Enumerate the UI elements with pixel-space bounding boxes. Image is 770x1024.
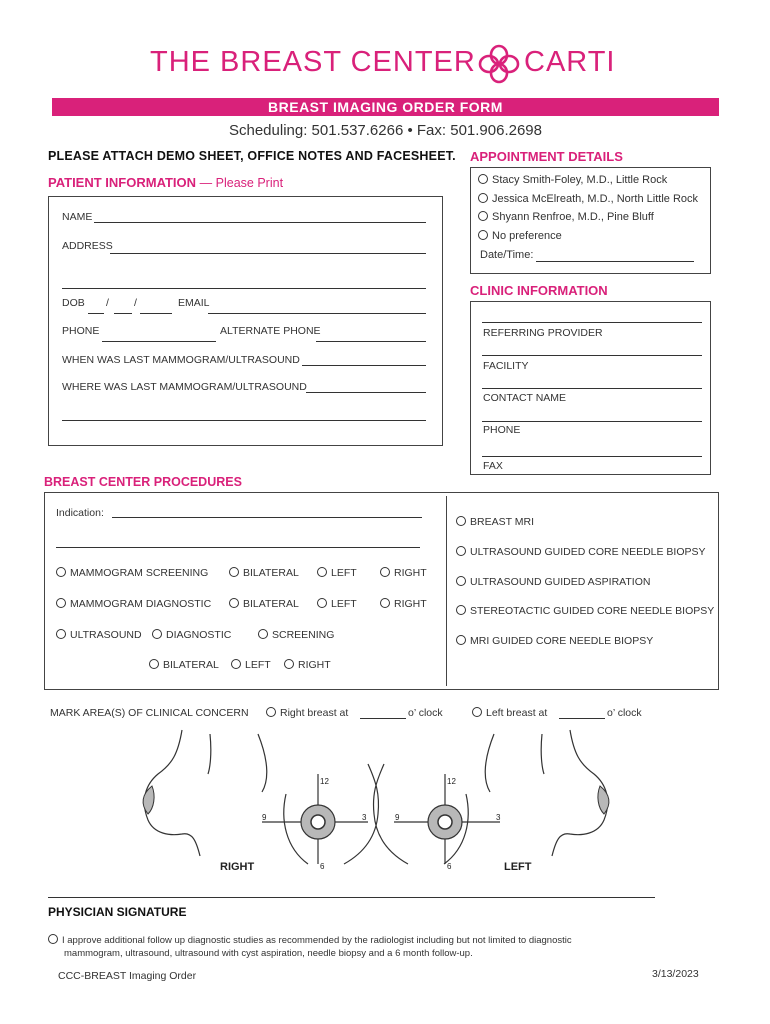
radio-icon[interactable] xyxy=(229,598,239,608)
procedures-box xyxy=(44,492,719,690)
clinic-phone-field[interactable] xyxy=(482,421,702,422)
us-bilateral-option[interactable]: BILATERAL xyxy=(149,659,219,671)
diagnostic-right-option[interactable]: RIGHT xyxy=(380,598,427,610)
right-profile-back xyxy=(208,734,211,774)
radio-icon[interactable] xyxy=(478,230,488,240)
radio-icon[interactable] xyxy=(478,174,488,184)
us-left-option[interactable]: LEFT xyxy=(231,659,271,671)
signature-heading: PHYSICIAN SIGNATURE xyxy=(48,905,187,919)
mammogram-diagnostic-option[interactable]: MAMMOGRAM DIAGNOSTIC xyxy=(56,598,211,610)
breast-mri-option[interactable]: BREAST MRI xyxy=(456,516,534,528)
screening-left-option[interactable]: LEFT xyxy=(317,567,357,579)
radio-icon[interactable] xyxy=(478,211,488,221)
datetime-label: Date/Time: xyxy=(480,249,534,261)
radio-icon[interactable] xyxy=(317,567,327,577)
us-diagnostic-option[interactable]: DIAGNOSTIC xyxy=(152,629,231,641)
approval-statement[interactable]: I approve additional follow up diagnostic studies as recommended by the radiologist including but not limited to diagnostic mammogram, ultrasound, ultrasound with cyst aspiration, needle biopsy and a 6 month follow-up. xyxy=(48,934,688,960)
right-profile-back2 xyxy=(258,734,267,792)
radio-icon[interactable] xyxy=(380,567,390,577)
screening-bilateral-option[interactable]: BILATERAL xyxy=(229,567,299,579)
radio-icon[interactable] xyxy=(456,605,466,615)
form-title: BREAST IMAGING ORDER FORM xyxy=(52,98,719,116)
left-profile-back xyxy=(541,734,544,774)
right-profile-nipple xyxy=(143,786,154,814)
email-field[interactable] xyxy=(208,313,426,314)
dob-label: DOB xyxy=(62,297,85,309)
us-right-option[interactable]: RIGHT xyxy=(284,659,331,671)
indication-field-line2[interactable] xyxy=(56,547,420,548)
patient-info-box xyxy=(48,196,443,446)
radio-icon[interactable] xyxy=(229,567,239,577)
last-where-field[interactable] xyxy=(306,392,426,393)
left-profile-back2 xyxy=(485,734,494,792)
footer-form-id: CCC-BREAST Imaging Order xyxy=(58,970,197,982)
right-breast-option[interactable]: Right breast at xyxy=(266,707,348,719)
dob-month-field[interactable] xyxy=(88,313,104,314)
footer-date: 3/13/2023 xyxy=(652,968,699,980)
dob-sep-2: / xyxy=(134,297,137,309)
radio-icon[interactable] xyxy=(456,576,466,586)
radio-icon[interactable] xyxy=(456,635,466,645)
right-clock-12: 12 xyxy=(320,777,329,786)
left-nipple xyxy=(438,815,452,829)
address-label: ADDRESS xyxy=(62,240,113,252)
alt-phone-label: ALTERNATE PHONE xyxy=(220,325,321,337)
concern-label: MARK AREA(S) OF CLINICAL CONCERN xyxy=(50,707,249,719)
clinic-phone-label: PHONE xyxy=(483,424,521,436)
radio-icon[interactable] xyxy=(478,193,488,203)
procedures-divider xyxy=(446,496,447,686)
email-label: EMAIL xyxy=(178,297,210,309)
signature-field[interactable] xyxy=(48,897,655,898)
radio-icon[interactable] xyxy=(456,516,466,526)
facility-label: FACILITY xyxy=(483,360,529,372)
screening-right-option[interactable]: RIGHT xyxy=(380,567,427,579)
attach-note: PLEASE ATTACH DEMO SHEET, OFFICE NOTES AND FACESHEET. xyxy=(48,149,456,163)
referring-provider-field[interactable] xyxy=(482,322,702,323)
right-diagram-label: RIGHT xyxy=(220,861,255,873)
diagnostic-left-option[interactable]: LEFT xyxy=(317,598,357,610)
scheduling-line: Scheduling: 501.537.6266 • Fax: 501.906.2698 xyxy=(228,122,542,139)
left-clock-6: 6 xyxy=(447,862,452,871)
radio-icon[interactable] xyxy=(266,707,276,717)
appt-option-no-preference[interactable]: No preference xyxy=(478,230,562,242)
brand-name: THE BREAST CENTER xyxy=(150,46,476,78)
left-clock-9: 9 xyxy=(395,813,400,822)
left-profile-nipple xyxy=(598,786,609,814)
right-oclock-field[interactable] xyxy=(360,718,406,719)
address-field-line2[interactable] xyxy=(62,288,426,289)
right-clock-3: 3 xyxy=(362,813,367,822)
clinic-heading: CLINIC INFORMATION xyxy=(470,283,608,298)
indication-label: Indication: xyxy=(56,507,104,519)
alt-phone-field[interactable] xyxy=(316,341,426,342)
facility-field[interactable] xyxy=(482,355,702,356)
radio-icon[interactable] xyxy=(149,659,159,669)
dob-day-field[interactable] xyxy=(114,313,132,314)
fax-label: FAX xyxy=(483,460,503,472)
mammogram-screening-option[interactable]: MAMMOGRAM SCREENING xyxy=(56,567,208,579)
stereotactic-biopsy-option[interactable]: STEREOTACTIC GUIDED CORE NEEDLE BIOPSY xyxy=(456,605,714,617)
procedures-heading: BREAST CENTER PROCEDURES xyxy=(44,475,242,489)
us-screening-option[interactable]: SCREENING xyxy=(258,629,334,641)
address-field[interactable] xyxy=(110,253,426,254)
radio-icon[interactable] xyxy=(380,598,390,608)
torso-right-side xyxy=(373,764,408,864)
phone-label: PHONE xyxy=(62,325,100,337)
breast-diagram[interactable] xyxy=(130,724,650,884)
indication-field[interactable] xyxy=(112,517,422,518)
right-nipple xyxy=(311,815,325,829)
radio-icon[interactable] xyxy=(472,707,482,717)
dob-year-field[interactable] xyxy=(140,313,172,314)
radio-icon[interactable] xyxy=(258,629,268,639)
phone-field[interactable] xyxy=(102,341,216,342)
us-aspiration-option[interactable]: ULTRASOUND GUIDED ASPIRATION xyxy=(456,576,650,588)
left-oclock-label: o’ clock xyxy=(607,707,642,719)
last-where-field-line2[interactable] xyxy=(62,420,426,421)
radio-icon[interactable] xyxy=(456,546,466,556)
contact-name-field[interactable] xyxy=(482,388,702,389)
checkbox-icon[interactable] xyxy=(48,934,58,944)
appt-option-smith-foley[interactable]: Stacy Smith-Foley, M.D., Little Rock xyxy=(478,174,667,186)
left-clock-3: 3 xyxy=(496,813,501,822)
appt-option-mcelreath[interactable]: Jessica McElreath, M.D., North Little Rock xyxy=(478,193,698,205)
appt-option-renfroe[interactable]: Shyann Renfroe, M.D., Pine Bluff xyxy=(478,211,654,223)
fax-field[interactable] xyxy=(482,456,702,457)
datetime-field[interactable] xyxy=(536,261,694,262)
last-when-field[interactable] xyxy=(302,365,426,366)
last-when-label: WHEN WAS LAST MAMMOGRAM/ULTRASOUND xyxy=(62,354,300,366)
radio-icon[interactable] xyxy=(284,659,294,669)
left-clock-12: 12 xyxy=(447,777,456,786)
dob-sep-1: / xyxy=(106,297,109,309)
radio-icon[interactable] xyxy=(152,629,162,639)
right-clock-9: 9 xyxy=(262,813,267,822)
brand-carti: CARTI xyxy=(524,46,616,78)
appointment-heading: APPOINTMENT DETAILS xyxy=(470,149,623,164)
contact-name-label: CONTACT NAME xyxy=(483,392,567,404)
carti-logo-icon xyxy=(478,44,520,84)
ultrasound-option[interactable]: ULTRASOUND xyxy=(56,629,142,641)
radio-icon[interactable] xyxy=(56,629,66,639)
referring-provider-label: REFERRING PROVIDER xyxy=(483,327,603,339)
patient-heading: PATIENT INFORMATION — Please Print xyxy=(48,175,284,190)
radio-icon[interactable] xyxy=(56,598,66,608)
mri-core-biopsy-option[interactable]: MRI GUIDED CORE NEEDLE BIOPSY xyxy=(456,635,653,647)
diagnostic-bilateral-option[interactable]: BILATERAL xyxy=(229,598,299,610)
name-label: NAME xyxy=(62,211,93,223)
left-oclock-field[interactable] xyxy=(559,718,605,719)
radio-icon[interactable] xyxy=(317,598,327,608)
left-diagram-label: LEFT xyxy=(504,861,532,873)
right-oclock-label: o’ clock xyxy=(408,707,443,719)
radio-icon[interactable] xyxy=(231,659,241,669)
last-where-label: WHERE WAS LAST MAMMOGRAM/ULTRASOUND xyxy=(62,381,307,393)
left-breast-option[interactable]: Left breast at xyxy=(472,707,547,719)
radio-icon[interactable] xyxy=(56,567,66,577)
right-clock-6: 6 xyxy=(320,862,325,871)
name-field[interactable] xyxy=(94,222,426,223)
us-core-biopsy-option[interactable]: ULTRASOUND GUIDED CORE NEEDLE BIOPSY xyxy=(456,546,706,558)
